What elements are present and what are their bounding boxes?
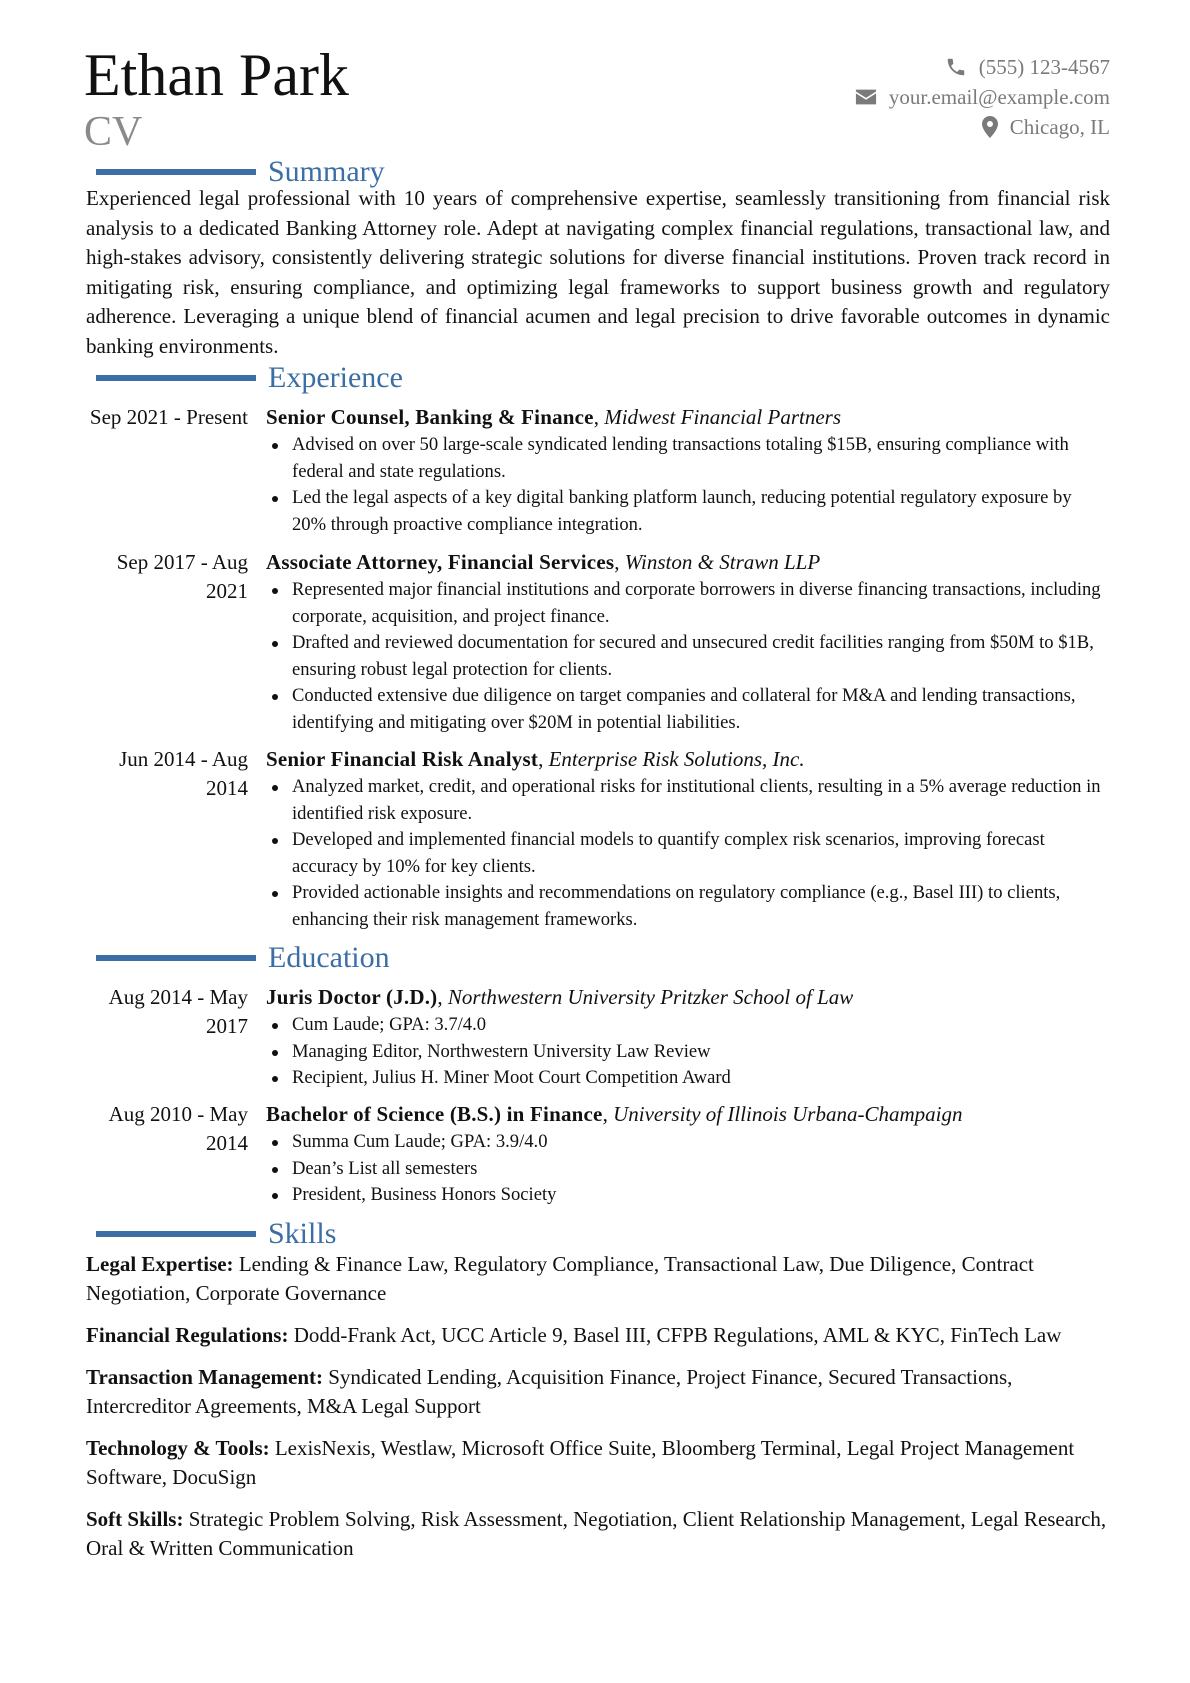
section-title: Skills bbox=[268, 1217, 337, 1250]
bullet-item: President, Business Honors Society bbox=[266, 1182, 1106, 1209]
envelope-icon bbox=[855, 88, 877, 106]
section-skills-heading bbox=[96, 1216, 336, 1252]
summary-text: Experienced legal professional with 10 years of comprehensive expertise, seamlessly transitioning from financial risk analysis to a dedicated Banking Attorney role. Adept at navigating complex financial regulations, transactional law, and high-stakes advisory, consistently delivering strategic solutions for diverse financial institutions. Proven track record in mitigating risk, ensuring compliance, and optimizing legal frameworks to support business growth and regulatory adherence. Leveraging a unique blend of financial acumen and legal precision to drive favorable outcomes in dynamic banking environments. bbox=[86, 186, 1110, 358]
bullet-item: Managing Editor, Northwestern University Law Review bbox=[266, 1039, 1106, 1066]
section-divider-bar bbox=[96, 375, 256, 381]
section-education-heading bbox=[96, 940, 390, 976]
phone-icon bbox=[945, 56, 967, 78]
bullet-item: Advised on over 50 large-scale syndicated lending transactions totaling $15B, ensuring compliance with federal and state regulations. bbox=[266, 432, 1106, 485]
bullet-list bbox=[266, 1012, 1106, 1092]
entry-body bbox=[266, 745, 1106, 933]
bullet-list bbox=[266, 1129, 1106, 1209]
bullet-list bbox=[266, 432, 1106, 538]
location-text: Chicago, IL bbox=[1009, 115, 1110, 139]
entry-heading: Associate Attorney, Financial Services, Winston & Strawn LLP bbox=[266, 550, 821, 574]
entry-heading: Senior Financial Risk Analyst, Enterprise Risk Solutions, Inc. bbox=[266, 747, 805, 771]
bullet-item: Provided actionable insights and recommendations on regulatory compliance (e.g., Basel III) to clients, enhancing their risk management frameworks. bbox=[266, 880, 1106, 933]
skill-group bbox=[86, 1250, 1110, 1308]
entry-heading: Bachelor of Science (B.S.) in Finance, University of Illinois Urbana-Champaign bbox=[266, 1102, 963, 1126]
entry-date: Aug 2014 - May 2017 bbox=[108, 985, 248, 1038]
bullet-list bbox=[266, 577, 1106, 736]
skill-values: Dodd-Frank Act, UCC Article 9, Basel III, CFPB Regulations, AML & KYC, FinTech Law bbox=[293, 1323, 1062, 1347]
candidate-name: Ethan Park bbox=[84, 42, 349, 108]
entry-body bbox=[266, 1100, 1106, 1209]
skill-group bbox=[86, 1434, 1110, 1492]
entry-heading: Senior Counsel, Banking & Finance, Midwest Financial Partners bbox=[266, 405, 842, 429]
entry-date: Sep 2017 - Aug 2021 bbox=[116, 550, 248, 603]
document-subtitle: CV bbox=[84, 109, 143, 155]
skill-group bbox=[86, 1505, 1110, 1563]
entry-body bbox=[266, 983, 1106, 1092]
entry-heading: Juris Doctor (J.D.), Northwestern University Pritzker School of Law bbox=[266, 985, 854, 1009]
section-title: Summary bbox=[268, 155, 385, 188]
organization: Enterprise Risk Solutions, Inc. bbox=[548, 747, 805, 771]
contact-location bbox=[855, 112, 1110, 142]
skill-category: Soft Skills: bbox=[86, 1507, 184, 1531]
contact-phone bbox=[855, 52, 1110, 82]
skill-category: Financial Regulations: bbox=[86, 1323, 289, 1347]
section-divider-bar bbox=[96, 1231, 256, 1237]
bullet-item: Summa Cum Laude; GPA: 3.9/4.0 bbox=[266, 1129, 1106, 1156]
bullet-item: Conducted extensive due diligence on target companies and collateral for M&A and lending transactions, identifying and mitigating over $20M in potential liabilities. bbox=[266, 683, 1106, 736]
bullet-item: Led the legal aspects of a key digital banking platform launch, reducing potential regulatory exposure by 20% through proactive compliance integration. bbox=[266, 485, 1106, 538]
degree-title: Bachelor of Science (B.S.) in Finance bbox=[266, 1102, 603, 1126]
phone-number: (555) 123-4567 bbox=[978, 55, 1110, 79]
bullet-item: Analyzed market, credit, and operational risks for institutional clients, resulting in a 5% average reduction in identified risk exposure. bbox=[266, 774, 1106, 827]
degree-title: Juris Doctor (J.D.) bbox=[266, 985, 438, 1009]
skills-list bbox=[86, 1250, 1110, 1576]
skill-values: LexisNexis, Westlaw, Microsoft Office Suite, Bloomberg Terminal, Legal Project Management Software, DocuSign bbox=[86, 1436, 1075, 1489]
entry-date: Sep 2021 - Present bbox=[89, 405, 248, 429]
institution: Northwestern University Pritzker School of Law bbox=[447, 985, 854, 1009]
entry-date: Jun 2014 - Aug 2014 bbox=[119, 747, 248, 800]
entry-body bbox=[266, 403, 1106, 538]
skill-values: Syndicated Lending, Acquisition Finance, Project Finance, Secured Transactions, Intercreditor Agreements, M&A Legal Support bbox=[86, 1365, 1013, 1418]
job-title: Senior Financial Risk Analyst bbox=[266, 747, 539, 771]
bullet-item: Dean’s List all semesters bbox=[266, 1156, 1106, 1183]
organization: Winston & Strawn LLP bbox=[624, 550, 821, 574]
job-title: Associate Attorney, Financial Services bbox=[266, 550, 615, 574]
skill-category: Legal Expertise: bbox=[86, 1252, 234, 1276]
bullet-item: Drafted and reviewed documentation for secured and unsecured credit facilities ranging from $50M to $1B, ensuring robust legal protection for clients. bbox=[266, 630, 1106, 683]
entry-body bbox=[266, 548, 1106, 736]
map-pin-icon bbox=[982, 116, 998, 138]
section-title: Education bbox=[268, 941, 390, 974]
skill-group bbox=[86, 1363, 1110, 1421]
entry-date: Aug 2010 - May 2014 bbox=[108, 1102, 248, 1155]
bullet-list bbox=[266, 774, 1106, 933]
skill-values: Strategic Problem Solving, Risk Assessment, Negotiation, Client Relationship Management, Legal Research, Oral & Written Communication bbox=[86, 1507, 1107, 1560]
contact-email bbox=[855, 82, 1110, 112]
section-divider-bar bbox=[96, 955, 256, 961]
skill-category: Transaction Management: bbox=[86, 1365, 323, 1389]
skill-category: Technology & Tools: bbox=[86, 1436, 270, 1460]
bullet-item: Recipient, Julius H. Miner Moot Court Competition Award bbox=[266, 1065, 1106, 1092]
skill-group bbox=[86, 1321, 1110, 1350]
contact-block bbox=[855, 52, 1110, 142]
section-divider-bar bbox=[96, 169, 256, 175]
bullet-item: Represented major financial institutions and corporate borrowers in diverse financing transactions, including corporate, acquisition, and project finance. bbox=[266, 577, 1106, 630]
email-address[interactable]: your.email@example.com bbox=[888, 85, 1110, 109]
bullet-item: Developed and implemented financial models to quantify complex risk scenarios, improving forecast accuracy by 10% for key clients. bbox=[266, 827, 1106, 880]
institution: University of Illinois Urbana-Champaign bbox=[613, 1102, 963, 1126]
skill-values: Lending & Finance Law, Regulatory Compliance, Transactional Law, Due Diligence, Contract Negotiation, Corporate Governance bbox=[86, 1252, 1034, 1305]
section-experience-heading bbox=[96, 360, 403, 396]
organization: Midwest Financial Partners bbox=[604, 405, 842, 429]
section-title: Experience bbox=[268, 361, 403, 394]
bullet-item: Cum Laude; GPA: 3.7/4.0 bbox=[266, 1012, 1106, 1039]
job-title: Senior Counsel, Banking & Finance bbox=[266, 405, 594, 429]
